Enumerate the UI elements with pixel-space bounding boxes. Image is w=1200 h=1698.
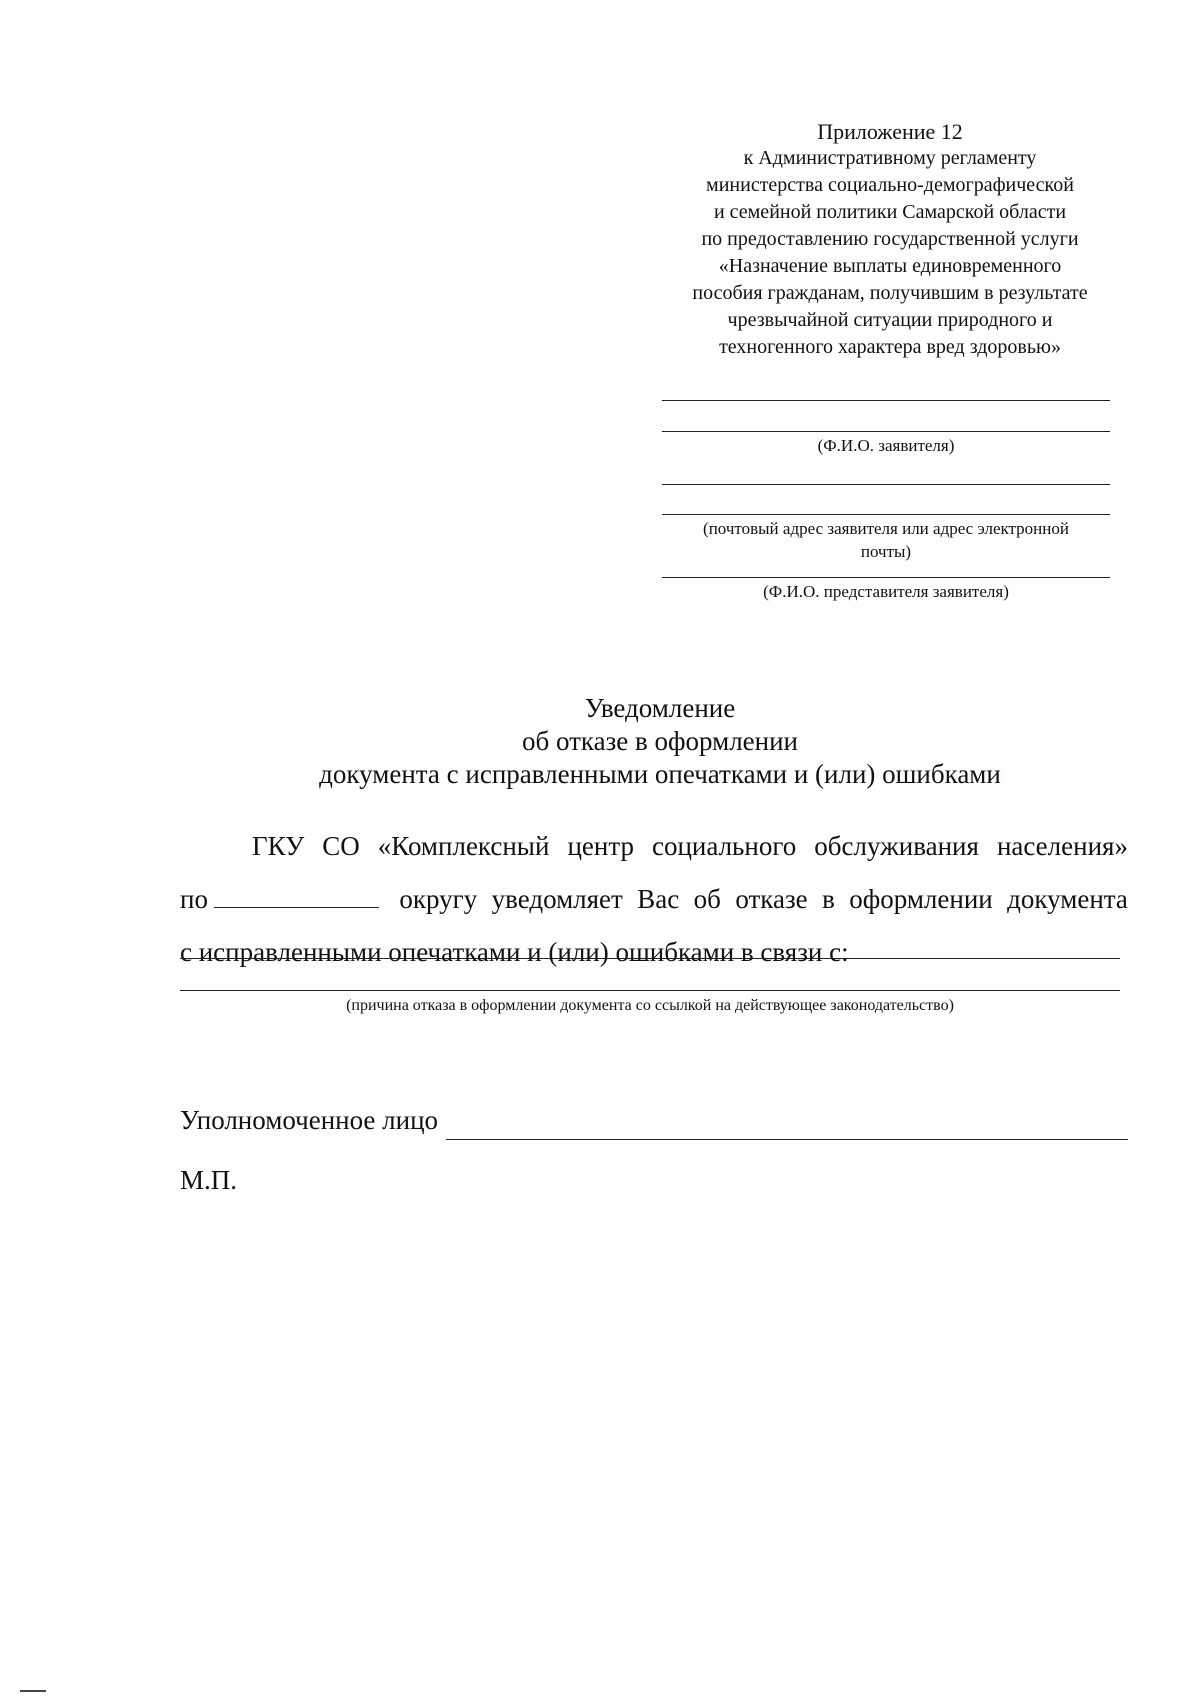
address-line-1[interactable]: [662, 484, 1110, 485]
notice-title: [180, 692, 1140, 791]
signature-line[interactable]: [446, 1109, 1128, 1140]
applicant-name-line-2[interactable]: [662, 431, 1110, 432]
applicant-name-line-1[interactable]: [662, 400, 1110, 401]
body-word-po: по: [180, 884, 208, 914]
signature-row: [180, 1100, 1128, 1140]
body-row-3: с исправленными опечатками и (или) ошибками в связи с:: [180, 937, 849, 967]
corner-mark: [20, 1690, 46, 1692]
body-word: центр: [567, 831, 634, 861]
body-word: об: [693, 884, 721, 914]
body-word: отказе: [735, 884, 808, 914]
appendix-line: министерства социально-демографической: [706, 174, 1074, 196]
notice-body: [180, 820, 1128, 979]
applicant-name-caption: (Ф.И.О. заявителя): [817, 436, 955, 455]
body-word: СО: [322, 831, 360, 861]
body-row-1: [180, 820, 1128, 873]
body-word: оформлении: [849, 884, 993, 914]
stamp-place-label: М.П.: [180, 1165, 238, 1195]
district-blank[interactable]: [214, 881, 379, 908]
title-line-1: Уведомление: [584, 693, 736, 723]
appendix-title: Приложение 12: [817, 119, 963, 144]
body-word: социального: [651, 831, 797, 861]
appendix-line: техногенного характера вред здоровью»: [719, 336, 1061, 358]
appendix-line: чрезвычайной ситуации природного и: [727, 309, 1053, 331]
body-word: Вас: [637, 884, 680, 914]
reason-line-2[interactable]: [180, 990, 1120, 991]
body-row-2: [180, 873, 1128, 926]
reason-line-1[interactable]: [180, 958, 1120, 959]
body-word: уведомляет: [491, 884, 623, 914]
body-word: обслуживания: [814, 831, 979, 861]
appendix-line: и семейной политики Самарской области: [713, 201, 1067, 223]
authorized-person-label: Уполномоченное лицо: [180, 1105, 439, 1135]
title-line-3: документа с исправленными опечатками и (или) ошибками: [319, 759, 1001, 789]
appendix-line: пособия гражданам, получившим в результате: [692, 282, 1088, 304]
representative-name-caption: (Ф.И.О. представителя заявителя): [763, 582, 1009, 601]
body-word: [180, 873, 385, 926]
appendix-line: «Назначение выплаты единовременного: [718, 255, 1062, 277]
reason-caption: (причина отказа в оформлении документа со ссылкой на действующее законодательство): [346, 997, 954, 1014]
body-word: ГКУ: [252, 831, 305, 861]
body-word: округу: [399, 884, 478, 914]
body-word: населения»: [996, 831, 1128, 861]
title-line-2: об отказе в оформлении: [522, 726, 798, 756]
address-line-2[interactable]: [662, 514, 1110, 515]
body-word: документа: [1007, 884, 1128, 914]
address-caption-1: (почтовый адрес заявителя или адрес электронной: [703, 519, 1069, 538]
appendix-header: [660, 118, 1120, 361]
body-word: «Комплексный: [377, 831, 550, 861]
body-word: в: [822, 884, 835, 914]
address-caption-2: почты): [860, 542, 912, 561]
appendix-line: по предоставлению государственной услуги: [701, 228, 1079, 250]
representative-name-line[interactable]: [662, 577, 1110, 578]
appendix-line: к Административному регламенту: [743, 147, 1037, 169]
